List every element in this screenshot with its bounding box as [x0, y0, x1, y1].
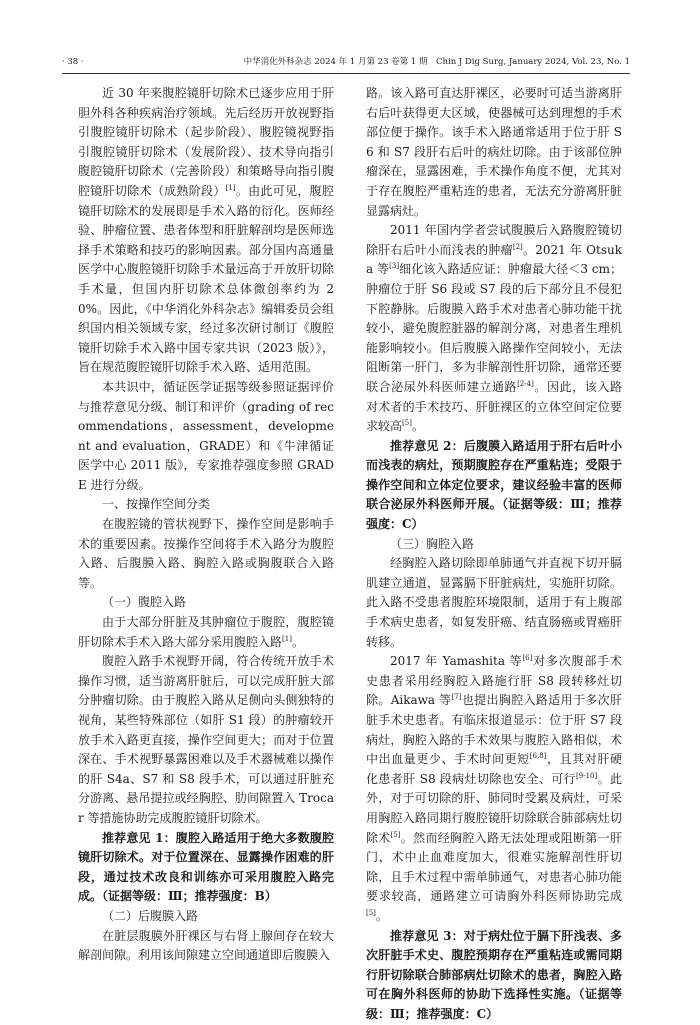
text-run: （三）胸腔入路 — [390, 536, 475, 551]
text-run: 2011 年国内学者尝试腹膜后入路腹腔镜切除肝右后叶小而浅表的肿瘤 — [366, 223, 622, 257]
body-paragraph — [366, 221, 622, 437]
journal-title: 中华消化外科杂志 2024 年 1 月第 23 卷第 1 期 Chin J Dig Surg, January 2024, Vol. 23, No. 1 — [243, 57, 630, 67]
section-heading — [366, 535, 622, 555]
text-run: 也提出胸腔入路适用于多次肝脏手术史患者。有临床报道显示：位于肝 S7 段病灶，胸腔入路的手术效果与腹腔入路相似，术中出血量更少、手术时间更短 — [366, 693, 622, 767]
citation-ref: [9-10] — [576, 771, 598, 780]
recommendation-paragraph — [366, 437, 622, 535]
running-header — [62, 56, 630, 68]
section-heading — [78, 907, 334, 927]
citation-ref: [5] — [366, 908, 376, 917]
text-run: 。2021 年 Otsuka 等 — [366, 242, 622, 277]
text-run: （一）腹腔入路 — [102, 595, 187, 610]
text-run: 由于大部分肝脏及其肿瘤位于腹腔，腹腔镜肝切除术手术入路大部分采用腹腔入路 — [78, 615, 334, 649]
citation-ref: [2-4] — [517, 379, 534, 388]
body-paragraph — [78, 515, 334, 593]
citation-ref: [5] — [402, 419, 412, 428]
text-run: 腹腔入路手术视野开阔，符合传统开放手术操作习惯，适当游离肝脏后，可以完成肝脏大部分肿瘤切除。由于腹腔入路从足侧向头侧独特的视角，某些特殊部位（如肝 S1 段）的肿瘤较开放手术入路更直接，操作空间更大；而对于位置深在、手术视野暴露困难以及手术器械难以操作的肝 S4a、S7 和 S8 段手术，可以通过肝脏充分游离、悬吊提拉或经胸腔、肋间隙置入 Trocar 等措施协助完成腹腔镜肝切除术。 — [78, 654, 334, 825]
body-paragraph — [78, 84, 334, 378]
citation-ref: [6,8] — [529, 752, 547, 761]
section-heading — [78, 495, 334, 515]
text-run: 。 — [291, 634, 304, 649]
body-paragraph — [366, 554, 622, 652]
citation-ref: [6] — [522, 654, 533, 663]
text-run: 。由此可见，腹腔镜肝切除术的发展即是手术入路的衍化。医师经验、肿瘤位置、患者体型和肝脏解剖均是医师选择手术策略和技巧的影响因素。部分国内高通量医学中心腹腔镜肝切除手术量远高于开放肝切除手术量，但国内肝切除术总体微创率约为 20%。因此，《中华消化外科杂志》编辑委员会组织国内相关领域专家，经过多次研讨制订《腹腔镜肝切除手术入路中国专家共识（2023 版）》，旨在规范腹腔镜肝切除手术入路、适用范围。 — [78, 183, 334, 375]
continued-paragraph — [366, 84, 622, 221]
page-number: · 38 · — [62, 57, 84, 67]
citation-ref: [1] — [282, 634, 292, 643]
text-run: （二）后腹膜入路 — [102, 908, 199, 923]
citation-ref: [7] — [451, 693, 462, 702]
body-paragraph — [78, 652, 334, 828]
recommendation-paragraph — [78, 829, 334, 907]
text-run: 一、按操作空间分类 — [102, 497, 211, 512]
body-paragraph — [366, 652, 622, 926]
text-run: 。因此，该入路对术者的手术技巧、肝脏裸区的立体空间定位要求较高 — [366, 379, 622, 434]
text-run: ，且其对肝硬化患者肝 S8 段病灶切除也安全、可行 — [366, 752, 622, 786]
body-paragraph — [78, 378, 334, 496]
header-rule — [62, 73, 630, 74]
body-paragraph — [78, 613, 334, 652]
text-run: 。此外，对于可切除的肝、肺同时受累及病灶，可采用胸腔入路同期行腹腔镜肝切除联合肺部病灶切除术 — [366, 771, 622, 845]
text-run: 推荐意见 2：后腹膜入路适用于肝右后叶小而浅表的病灶，预期腹腔存在严重粘连；受限于操作空间和立体定位要求，建议经验丰富的医师联合泌尿外科医师开展。（证据等级：Ⅲ；推荐强度：C） — [366, 438, 622, 532]
text-run: 推荐意见 1：腹腔入路适用于绝大多数腹腔镜肝切除术。对于位置深在、显露操作困难的肝段，通过技术改良和训练亦可采用腹腔入路完成。（证据等级：Ⅲ；推荐强度：B） — [78, 830, 334, 904]
text-run: 对多次腹部手术史患者采用经胸腔入路施行肝 S8 段转移灶切除。Aikawa 等 — [366, 654, 622, 708]
text-run: 。然而经胸腔入路无法处理或阻断第一肝门，术中止血难度加大，很难实施解剖性肝切除，且手术过程中需单肺通气，对患者心肺功能要求较高，通路建立可请胸外科医师协助完成 — [366, 830, 622, 904]
text-run: 路。该入路可直达肝裸区，必要时可适当游离肝右后叶获得更大区域，使器械可达到理想的手术部位便于操作。该手术入路通常适用于位于肝 S6 和 S7 段肝右后叶的病灶切除。由于该部位肿瘤深在，显露困难，手术操作角度不便，尤其对于存在腹腔严重粘连的患者，无法充分游离肝脏显露病灶。 — [366, 86, 622, 218]
text-run: 。 — [375, 908, 388, 923]
text-run: 近 30 年来腹腔镜肝切除术已逐步应用于肝胆外科各种疾病治疗领域。先后经历开放视野指引腹腔镜肝切除术（起步阶段）、腹腔镜视野指引腹腔镜肝切除术（发展阶段）、技术导向指引腹腔镜肝切除术（完善阶段）和策略导向指引腹腔镜肝切除术（成熟阶段） — [78, 86, 334, 198]
text-run: 在腹腔镜的管状视野下，操作空间是影响手术的重要因素。按操作空间将手术入路分为腹腔入路、后腹膜入路、胸腔入路或胸腹联合入路等。 — [78, 517, 334, 590]
text-run: 。 — [411, 419, 424, 434]
citation-ref: [2] — [512, 242, 523, 251]
text-run: 本共识中，循证医学证据等级参照证据评价与推荐意见分级、制订和评价（grading of recommendations，assessment，development and evaluation，GRADE）和《牛津循证医学中心 2011 版》，专家推荐强度参照 GRADE 进行分级。 — [78, 379, 334, 492]
section-heading — [78, 593, 334, 613]
text-run: 在脏层腹膜外肝裸区与右肾上腺间存在较大解剖间隙。利用该间隙建立空间通道即后腹膜入 — [78, 928, 334, 963]
text-run: 细化该入路适应证：肿瘤最大径＜3 cm；肿瘤位于肝 S6 段或 S7 段的后下部分且不侵犯下腔静脉。后腹膜入路手术对患者心肺功能干扰较小，避免腹腔脏器的解剖分离，对患者生理机能影响较小。但后腹膜入路操作空间较小，无法阻断第一肝门，多为非解剖性肝切除，通常还要联合泌尿外科医师建立通路 — [366, 262, 622, 394]
citation-ref: [1] — [225, 183, 236, 192]
body-paragraph — [78, 927, 334, 966]
citation-ref: [3] — [389, 262, 400, 271]
citation-ref: [5] — [390, 830, 401, 839]
text-run: 经胸腔入路切除即单肺通气并直视下切开膈肌建立通道，显露膈下肝脏病灶，实施肝切除。此入路不受患者腹腔环境限制，适用于有上腹部手术病史患者，如复发肝癌、结直肠癌或胃癌肝转移。 — [366, 556, 622, 649]
right-column — [366, 84, 622, 1025]
left-column — [78, 84, 334, 966]
recommendation-paragraph — [366, 927, 622, 1025]
text-run: 推荐意见 3：对于病灶位于膈下肝浅表、多次肝脏手术史、腹腔预期存在严重粘连或需同期行肝切除联合肺部病灶切除术的患者，胸腔入路可在胸外科医师的协助下选择性实施。（证据等级：Ⅲ；推荐强度：C） — [366, 928, 622, 1021]
text-run: 2017 年 Yamashita 等 — [390, 654, 523, 669]
